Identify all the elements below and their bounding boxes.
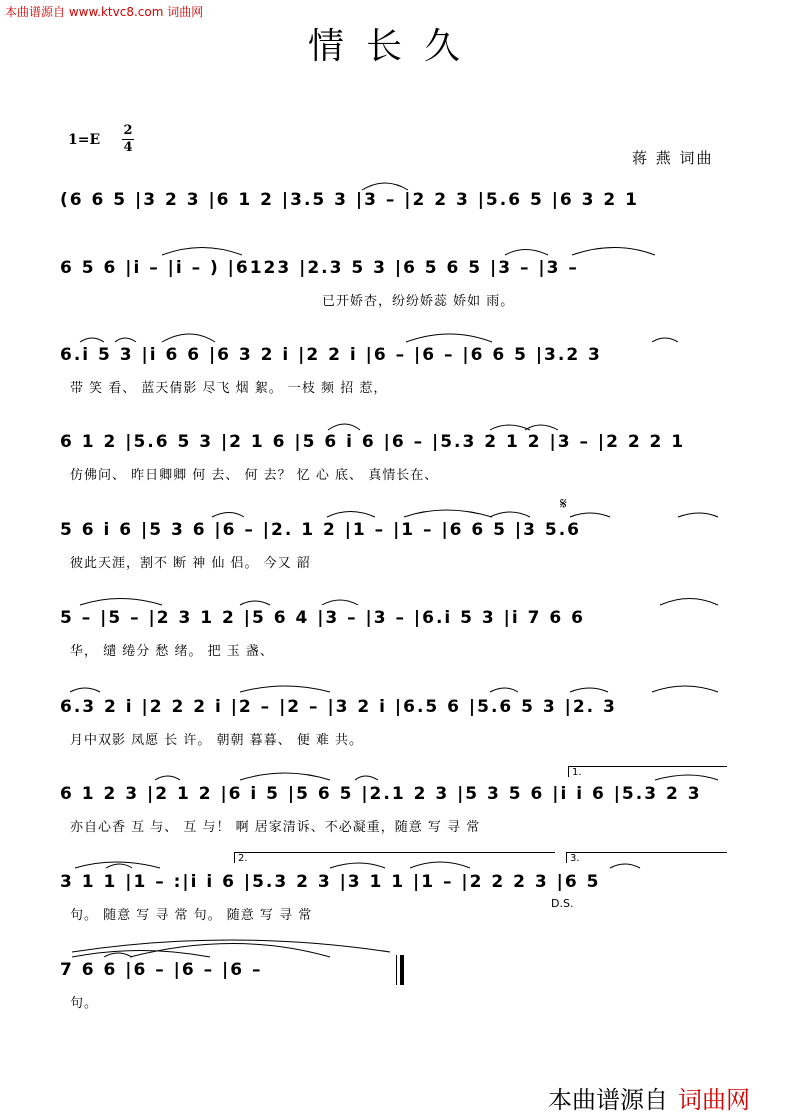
notes-row-2: 6 5 6 |i – |i – ) |6123 |2.3 5 3 |6 5 6 5 |3 – |3 –	[60, 258, 579, 278]
lyrics-row-2: 已开娇杏，纷纷娇蕊 娇如 雨。	[322, 294, 515, 309]
lyrics-row-8: 亦自心香 互 与、 互 与！ 啊 居家清诉、不必凝重，随意 写 寻 常	[70, 820, 481, 835]
lyrics-row-5: 彼此天涯，割不 断 神 仙 侣。 今又 韶	[70, 556, 311, 571]
segno-sign: 𝄋	[560, 494, 567, 513]
watermark-bottom-site: 词曲网	[678, 1086, 750, 1114]
lyrics-row-6: 华， 缱 绻分 愁 绪。 把 玉 盏、	[70, 644, 274, 659]
volta-2: 2.	[234, 852, 555, 863]
watermark-top: 本曲谱源自 www.ktvc8.com 词曲网	[5, 5, 204, 19]
lyrics-row-10: 句。	[70, 996, 99, 1011]
notes-row-9: 3 1 1 |1 – :|i i 6 |5.3 2 3 |3 1 1 |1 – |2 2 2 3 |6 5	[60, 872, 601, 892]
watermark-bottom	[548, 1080, 750, 1115]
lyrics-row-7: 月中双影 凤愿 长 许。 朝朝 暮暮、 便 难 共。	[70, 733, 364, 748]
watermark-bottom-source: 本曲谱源自	[548, 1086, 668, 1114]
song-title: 情长久	[307, 26, 482, 67]
notes-row-4: 6 1 2 |5.6 5 3 |2 1 6 |5 6 i 6 |6 – |5.3 2 1 2 |3 – |2 2 2 1	[60, 432, 686, 452]
notes-row-6: 5 – |5 – |2 3 1 2 |5 6 4 |3 – |3 – |6.i 5 3 |i 7 6 6	[60, 608, 585, 628]
notes-row-10: 7 6 6 |6 – |6 – |6 –	[60, 960, 263, 980]
dal-segno-mark: D.S.	[551, 897, 574, 910]
meter-top: 2	[123, 123, 133, 138]
notes-row-8: 6 1 2 3 |2 1 2 |6 i 5 |5 6 5 |2.1 2 3 |5 3 5 6 |i i 6 |5.3 2 3	[60, 784, 702, 804]
volta-1: 1.	[568, 766, 727, 777]
lyrics-row-3: 带 笑 看、 蓝天倩影 尽飞 烟 絮。 一枝 频 招 惹，	[70, 381, 388, 396]
notes-row-1: (6 6 5 |3 2 3 |6 1 2 |3.5 3 |3 – |2 2 3 |5.6 5 |6 3 2 1	[60, 190, 639, 210]
notes-row-5: 5 6 i 6 |5 3 6 |6 – |2. 1 2 |1 – |1 – |6 6 5 |3 5.6	[60, 520, 581, 540]
notes-row-3: 6.i 5 3 |i 6 6 |6 3 2 i |2 2 i |6 – |6 – |6 6 5 |3.2 3	[60, 345, 602, 365]
meter-bottom: 4	[123, 140, 133, 155]
lyrics-row-4: 仿佛问、 昨日卿卿 何 去、 何 去？ 忆 心 底、 真情长在、	[70, 468, 439, 483]
credit: 蒋 燕 词曲	[632, 149, 714, 167]
volta-3: 3.	[566, 852, 727, 863]
key-signature: 1=E	[68, 132, 101, 148]
lyrics-row-9: 句。 随意 写 寻 常 句。 随意 写 寻 常	[70, 908, 313, 923]
notes-row-7: 6.3 2 i |2 2 2 i |2 – |2 – |3 2 i |6.5 6 |5.6 5 3 |2. 3	[60, 697, 617, 717]
